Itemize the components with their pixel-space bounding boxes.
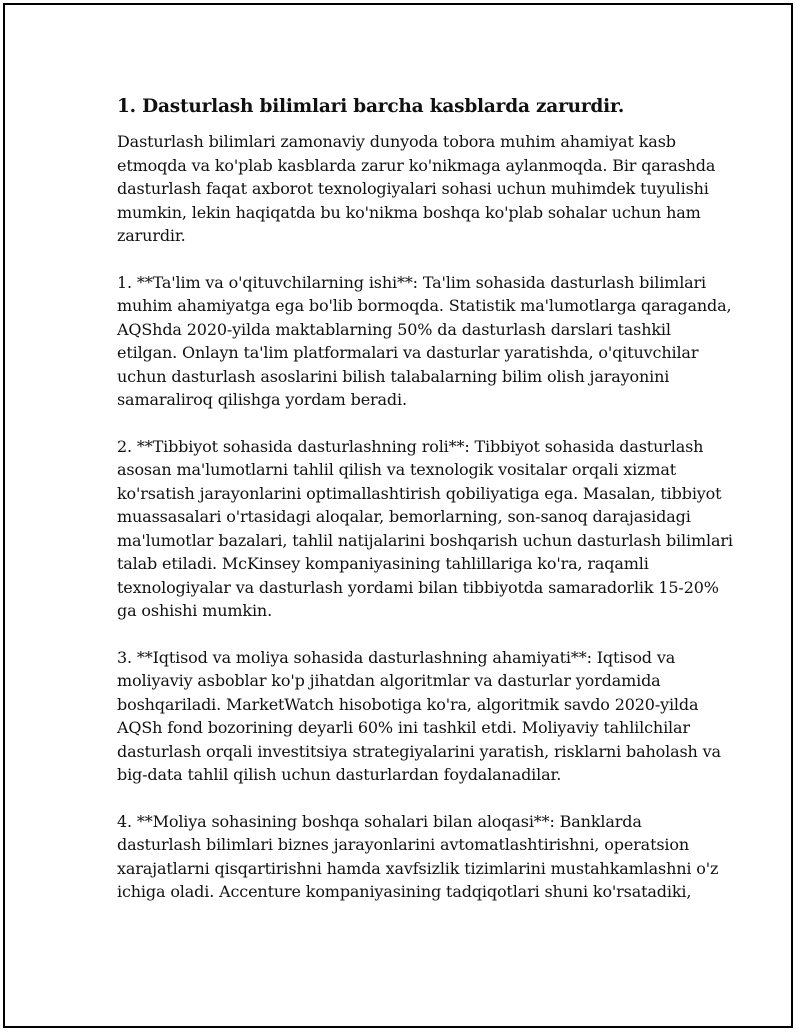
paragraph-line: AQSh fond bozorining deyarli 60% ini tashkil etdi. Moliyaviy tahlilchilar <box>117 718 690 737</box>
document-body <box>117 95 733 927</box>
paragraph-line: zarurdir. <box>117 226 186 245</box>
paragraph-line: dasturlash bilimlari biznes jarayonlarini avtomatlashtirishni, operatsion <box>117 835 690 854</box>
paragraph-line: moliyaviy asboblar ko'p jihatdan algoritmlar va dasturlar yordamida <box>117 671 661 690</box>
paragraph-line: AQShda 2020-yilda maktablarning 50% da dasturlash darslari tashkil <box>117 319 671 339</box>
paragraph-line: 4. **Moliya sohasining boshqa sohalari bilan aloqasi**: Banklarda <box>117 811 642 831</box>
paragraph <box>117 810 719 904</box>
paragraph-line: ma'lumotlar bazalari, tahlil natijalarini boshqarish uchun dasturlash bilimlari <box>117 530 733 550</box>
paragraph <box>117 646 721 787</box>
paragraph-line: muassasalari o'rtasidagi aloqalar, bemorlarning, son-sanoq darajasidagi <box>117 507 691 526</box>
paragraph-line: ga oshishi mumkin. <box>117 601 273 620</box>
paragraph-line: etmoqda va ko'plab kasblarda zarur ko'nikmaga aylanmoqda. Bir qarashda <box>117 155 716 175</box>
paragraph-line: ko'rsatish jarayonlarini optimallashtirish qobiliyatiga ega. Masalan, tibbiyot <box>117 483 722 503</box>
paragraph-line: talab etiladi. McKinsey kompaniyasining tahlillariga ko'ra, raqamli <box>117 554 649 573</box>
paragraph <box>117 271 732 412</box>
paragraph <box>117 130 716 248</box>
paragraph-line: 3. **Iqtisod va moliya sohasida dasturlashning ahamiyati**: Iqtisod va <box>117 647 676 667</box>
paragraph-line: uchun dasturlash asoslarini bilish talabalarning bilim olish jarayonini <box>117 366 670 386</box>
paragraph-line: muhim ahamiyatga ega bo'lib bormoqda. Statistik ma'lumotlarga qaraganda, <box>117 296 732 315</box>
paragraph-line: 1. **Ta'lim va o'qituvchilarning ishi**: Ta'lim sohasida dasturlash bilimlari <box>117 272 707 292</box>
document-heading: 1. Dasturlash bilimlari barcha kasblarda zarurdir. <box>117 96 625 117</box>
paragraph-line: big-data tahlil qilish uchun dasturlardan foydalanadilar. <box>117 765 562 784</box>
paragraph-line: 2. **Tibbiyot sohasida dasturlashning roli**: Tibbiyot sohasida dasturlash <box>117 436 704 456</box>
paragraph-line: xarajatlarni qisqartirishni hamda xavfsizlik tizimlarini mustahkamlashni o'z <box>117 858 719 878</box>
paragraph <box>117 435 733 623</box>
paragraph-line: mumkin, lekin haqiqatda bu ko'nikma boshqa ko'plab sohalar uchun ham <box>117 202 701 222</box>
paragraph-line: ichiga oladi. Accenture kompaniyasining tadqiqotlari shuni ko'rsatadiki, <box>117 882 692 901</box>
paragraph-line: samaraliroq qilishga yordam beradi. <box>117 390 407 409</box>
paragraph-line: asosan ma'lumotlarni tahlil qilish va texnologik vositalar orqali xizmat <box>117 460 677 479</box>
paragraph-line: dasturlash orqali investitsiya strategiyalarini yaratish, risklarni baholash va <box>117 741 721 761</box>
paragraph-line: texnologiyalar va dasturlash yordami bilan tibbiyotda samaradorlik 15-20% <box>117 577 719 597</box>
paragraph-list <box>117 130 733 904</box>
paragraph-line: Dasturlash bilimlari zamonaviy dunyoda tobora muhim ahamiyat kasb <box>117 132 676 151</box>
paragraph-line: dasturlash faqat axborot texnologiyalari sohasi uchun muhimdek tuyulishi <box>117 179 709 198</box>
paragraph-line: etilgan. Onlayn ta'lim platformalari va dasturlar yaratishda, o'qituvchilar <box>117 343 699 362</box>
paragraph-line: boshqariladi. MarketWatch hisobotiga ko'ra, algoritmik savdo 2020-yilda <box>117 694 699 714</box>
